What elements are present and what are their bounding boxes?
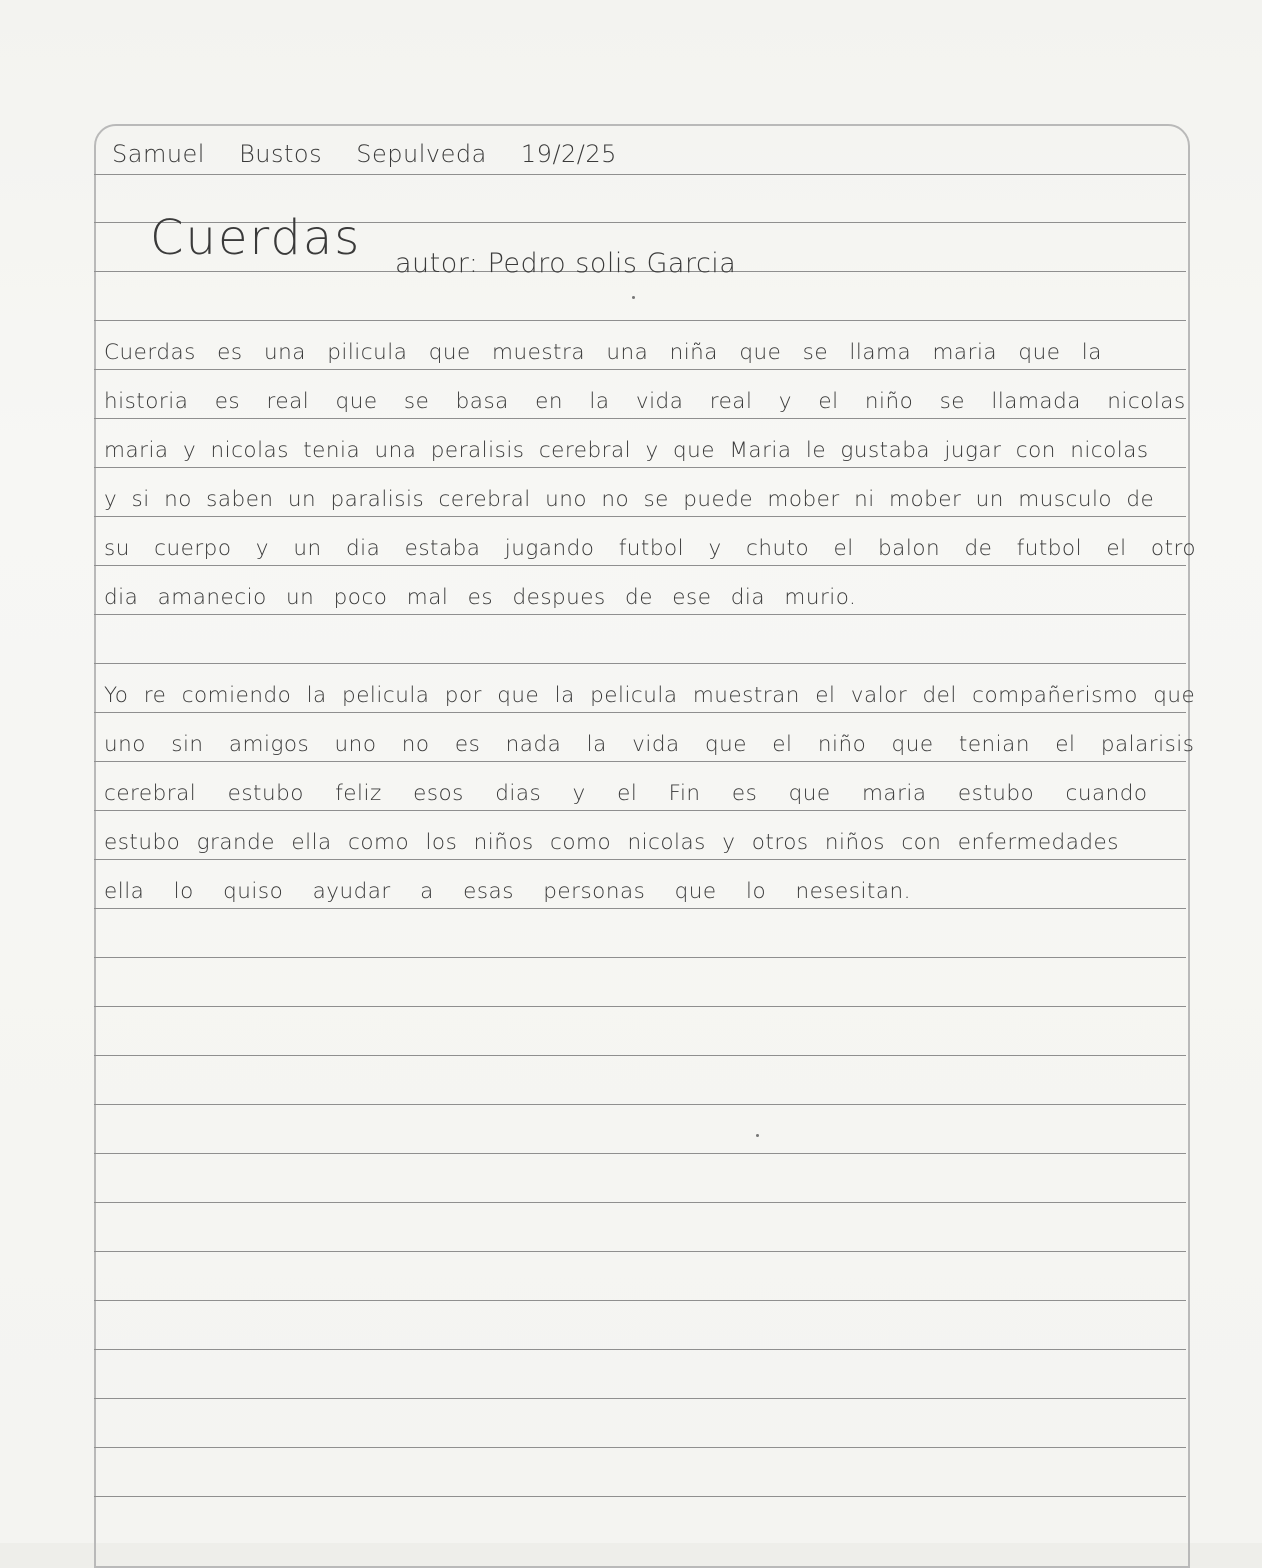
ruled-line bbox=[94, 1202, 1186, 1203]
ruled-line bbox=[94, 1104, 1186, 1105]
ruled-line bbox=[94, 908, 1186, 909]
paragraph2-line: cerebral estubo feliz esos dias y el Fin es que maria estubo cuando bbox=[104, 781, 1148, 806]
paragraph2-line: uno sin amigos uno no es nada la vida que el niño que tenian el palarisis bbox=[104, 732, 1195, 757]
ruled-line bbox=[94, 1398, 1186, 1399]
ruled-line bbox=[94, 1055, 1186, 1056]
paragraph1-line: historia es real que se basa en la vida real y el niño se llamada nicolas bbox=[104, 389, 1186, 414]
paragraph1-line: y si no saben un paralisis cerebral uno no se puede mober ni mober un musculo de bbox=[104, 487, 1155, 512]
paragraph1-line: maria y nicolas tenia una peralisis cerebral y que Maria le gustaba jugar con nicolas bbox=[104, 438, 1149, 463]
page-title: Cuerdas bbox=[150, 210, 362, 266]
paragraph2-line: estubo grande ella como los niños como nicolas y otros niños con enfermedades bbox=[104, 830, 1119, 855]
ruled-line bbox=[94, 1251, 1186, 1252]
ruled-line bbox=[94, 712, 1186, 713]
ruled-line bbox=[94, 957, 1186, 958]
author-line: autor: Pedro solis Garcia bbox=[395, 248, 737, 279]
ruled-line bbox=[94, 663, 1186, 664]
ruled-line bbox=[94, 516, 1186, 517]
ruled-line bbox=[94, 761, 1186, 762]
paragraph1-line: su cuerpo y un dia estaba jugando futbol y chuto el balon de futbol el otro bbox=[104, 536, 1197, 561]
paragraph1-line: Cuerdas es una pilicula que muestra una niña que se llama maria que la bbox=[104, 340, 1102, 365]
pencil-dot bbox=[756, 1134, 759, 1137]
ruled-line bbox=[94, 1349, 1186, 1350]
ruled-line bbox=[94, 1153, 1186, 1154]
ruled-line bbox=[94, 467, 1186, 468]
paragraph1-line: dia amanecio un poco mal es despues de ese dia murio. bbox=[104, 585, 857, 610]
ruled-line bbox=[94, 810, 1186, 811]
ruled-line bbox=[94, 1300, 1186, 1301]
ruled-line bbox=[94, 859, 1186, 860]
ruled-line bbox=[94, 369, 1186, 370]
pencil-dot bbox=[632, 296, 635, 299]
student-name-date: Samuel Bustos Sepulveda 19/2/25 bbox=[112, 140, 617, 168]
ruled-line bbox=[94, 614, 1186, 615]
ruled-line bbox=[94, 1447, 1186, 1448]
ruled-line bbox=[94, 565, 1186, 566]
paragraph2-line: Yo re comiendo la pelicula por que la pelicula muestran el valor del compañerismo que bbox=[104, 683, 1196, 708]
ruled-line bbox=[94, 174, 1186, 175]
ruled-line bbox=[94, 1496, 1186, 1497]
paragraph2-line: ella lo quiso ayudar a esas personas que lo nesesitan. bbox=[104, 879, 911, 904]
ruled-line bbox=[94, 1006, 1186, 1007]
ruled-line bbox=[94, 418, 1186, 419]
ruled-line bbox=[94, 320, 1186, 321]
